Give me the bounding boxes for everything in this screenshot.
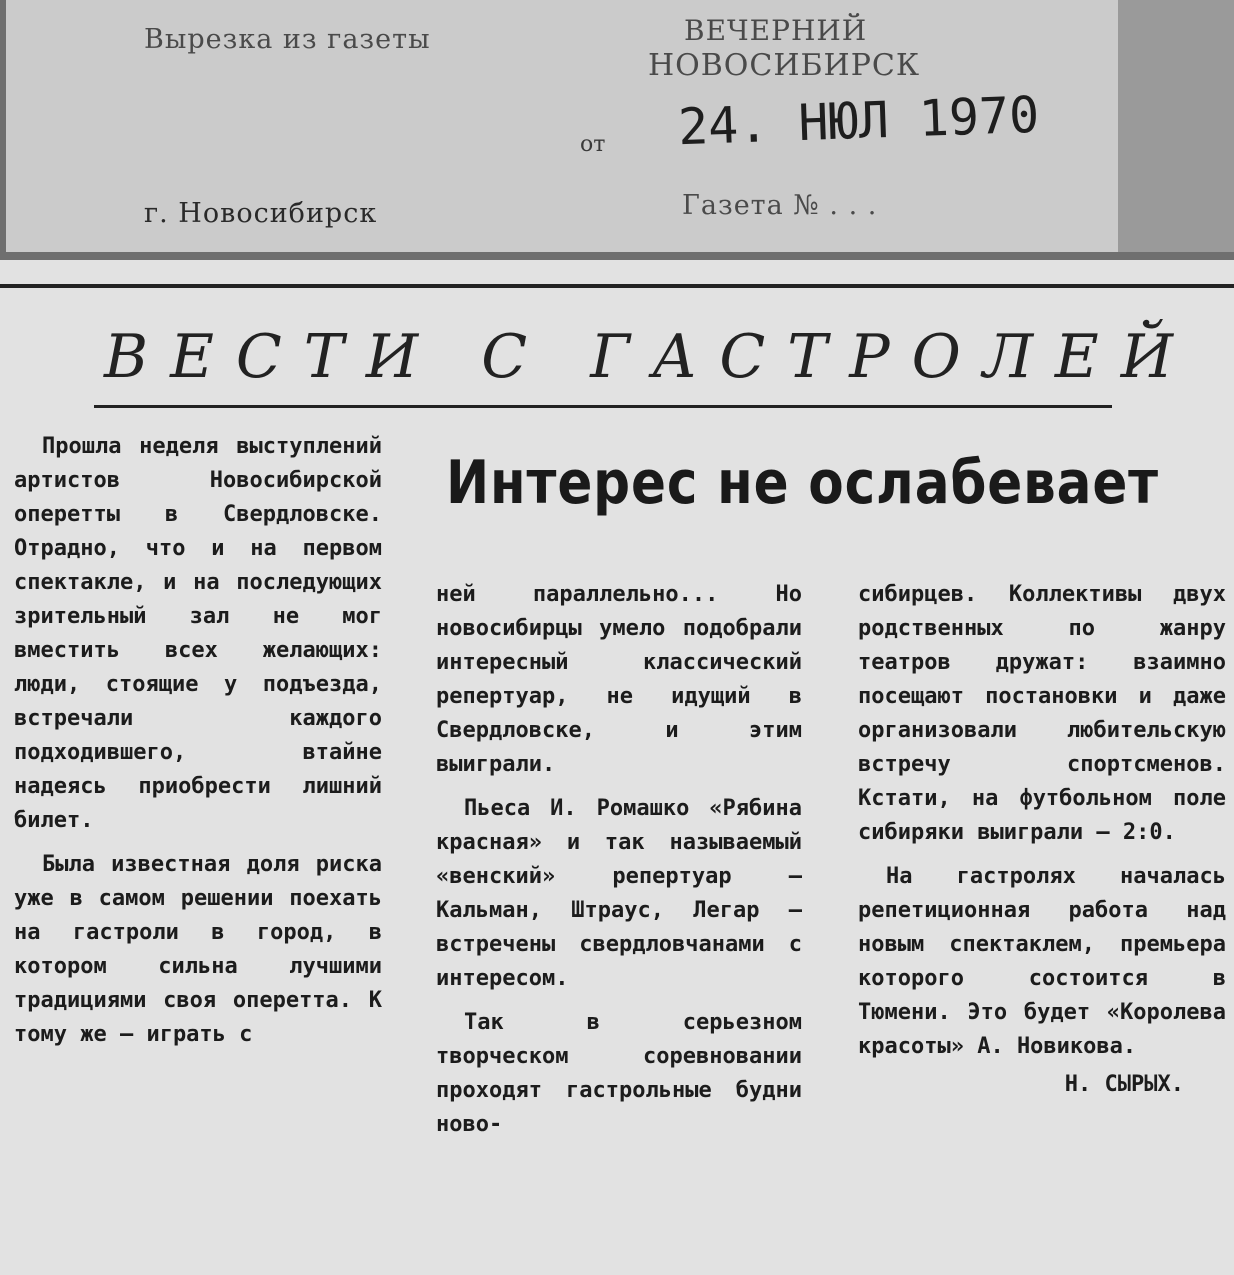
article-clipping <box>0 260 1234 1275</box>
city-label: г. Новосибирск <box>144 198 378 229</box>
rubric-title: ВЕСТИ С ГАСТРОЛЕЙ <box>104 322 1196 392</box>
col2-paragraph-2: Пьеса И. Ромашко «Рябина красная» и так называемый «венский» репертуар — Кальман, Штраус, Легар — встречены свердловчанами с интересом. <box>436 796 802 991</box>
rubric-underline <box>94 405 1112 408</box>
headline: Интерес не ослабевает <box>446 448 1159 518</box>
col1-paragraph-1: Прошла неделя выступлений артистов Новосибирской оперетты в Свердловске. Отрадно, что и на первом спектакле, и на последующих зрительный зал не мог вместить всех желающих: люди, стоящие у подъезда, встречали каждого подходившего, втайне надеясь приобрести лишний билет. <box>14 434 382 833</box>
column-3 <box>858 578 1226 1102</box>
col3-paragraph-2: На гастролях началась репетиционная работа над новым спектаклем, премьера которого состоится в Тюмени. Это будет «Королева красоты» А. Новикова. <box>858 864 1226 1059</box>
column-1 <box>14 430 382 1062</box>
date-prefix: от <box>580 132 606 157</box>
clipping-label: Вырезка из газеты <box>144 24 431 55</box>
slip-edge <box>1118 0 1234 252</box>
newspaper-name-line2: НОВОСИБИРСК <box>648 48 921 83</box>
column-2 <box>436 578 802 1152</box>
top-rule <box>0 284 1234 288</box>
newspaper-name-line1: ВЕЧЕРНИЙ <box>684 14 868 47</box>
col2-paragraph-3: Так в серьезном творческом соревновании проходят гастрольные будни ново- <box>436 1010 802 1137</box>
issue-label: Газета № . . . <box>682 190 878 221</box>
col3-paragraph-1: сибирцев. Коллективы двух родственных по жанру театров дружат: взаимно посещают постановки и даже организовали любительскую встречу спортсменов. Кстати, на футбольном поле сибиряки выиграли — 2:0. <box>858 582 1226 845</box>
date-stamp: 24. НЮЛ 1970 <box>677 85 1041 157</box>
col2-paragraph-1: ней параллельно... Но новосибирцы умело подобрали интересный классический репертуар, не идущий в Свердловске, и этим выиграли. <box>436 582 802 777</box>
author-signature: Н. СЫРЫХ. <box>1064 1072 1184 1097</box>
col1-paragraph-2: Была известная доля риска уже в самом решении поехать на гастроли в город, в котором сильна лучшими традициями своя оперетта. К тому же — играть с <box>14 852 382 1047</box>
archive-slip <box>6 0 1118 252</box>
